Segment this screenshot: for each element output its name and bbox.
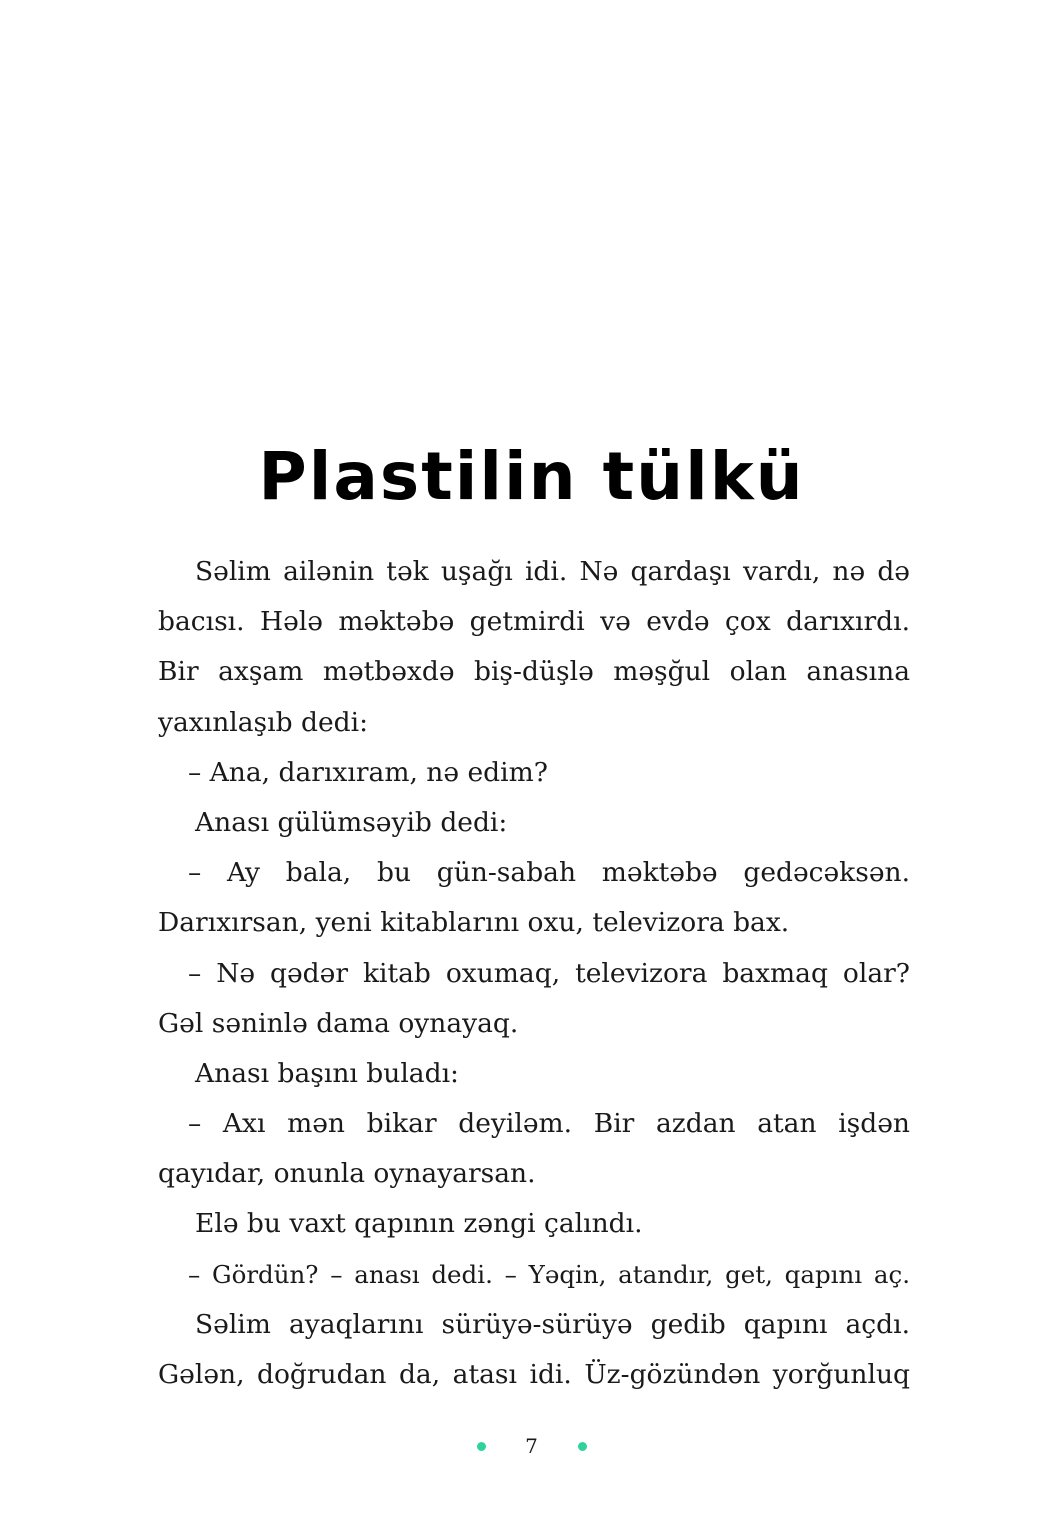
text-line: qayıdar, onunla oynayarsan. (158, 1158, 536, 1190)
text-line: – Axı mən bikar deyiləm. Bir azdan atan işdən (188, 1108, 910, 1140)
left-dot-icon (477, 1442, 486, 1451)
right-dot-icon (578, 1442, 587, 1451)
text-line: – Nə qədər kitab oxumaq, televizora baxmaq olar? (188, 957, 910, 989)
text-line: Anası başını buladı: (195, 1057, 459, 1089)
text-line: Elə bu vaxt qapının zəngi çalındı. (195, 1208, 643, 1240)
text-line: Səlim ayaqlarını sürüyə-sürüyə gedib qapını açdı. (195, 1308, 910, 1340)
text-line: – Gördün? – anası dedi. – Yəqin, atandır, get, qapını aç. (188, 1259, 910, 1289)
page-number: 7 (525, 1434, 538, 1458)
chapter-title: Plastilin tülkü (258, 438, 805, 515)
text-line: Gəl səninlə dama oynayaq. (158, 1007, 519, 1039)
text-line: Bir axşam mətbəxdə biş-düşlə məşğul olan anasına (158, 656, 910, 688)
text-line: Anası gülümsəyib dedi: (195, 806, 508, 838)
text-line: Gələn, doğrudan da, atası idi. Üz-gözündən yorğunluq (158, 1359, 910, 1390)
text-line: Darıxırsan, yeni kitablarını oxu, televizora bax. (158, 907, 790, 939)
story-text (158, 547, 910, 1400)
text-line: bacısı. Hələ məktəbə getmirdi və evdə çox darıxırdı. (158, 606, 910, 638)
page-footer (0, 1426, 1063, 1466)
text-line: – Ay bala, bu gün-sabah məktəbə gedəcəksən. (188, 857, 910, 889)
text-line: yaxınlaşıb dedi: (158, 706, 369, 738)
text-line: – Ana, darıxıram, nə edim? (188, 756, 548, 788)
text-line: Səlim ailənin tək uşağı idi. Nə qardaşı vardı, nə də (195, 556, 910, 587)
